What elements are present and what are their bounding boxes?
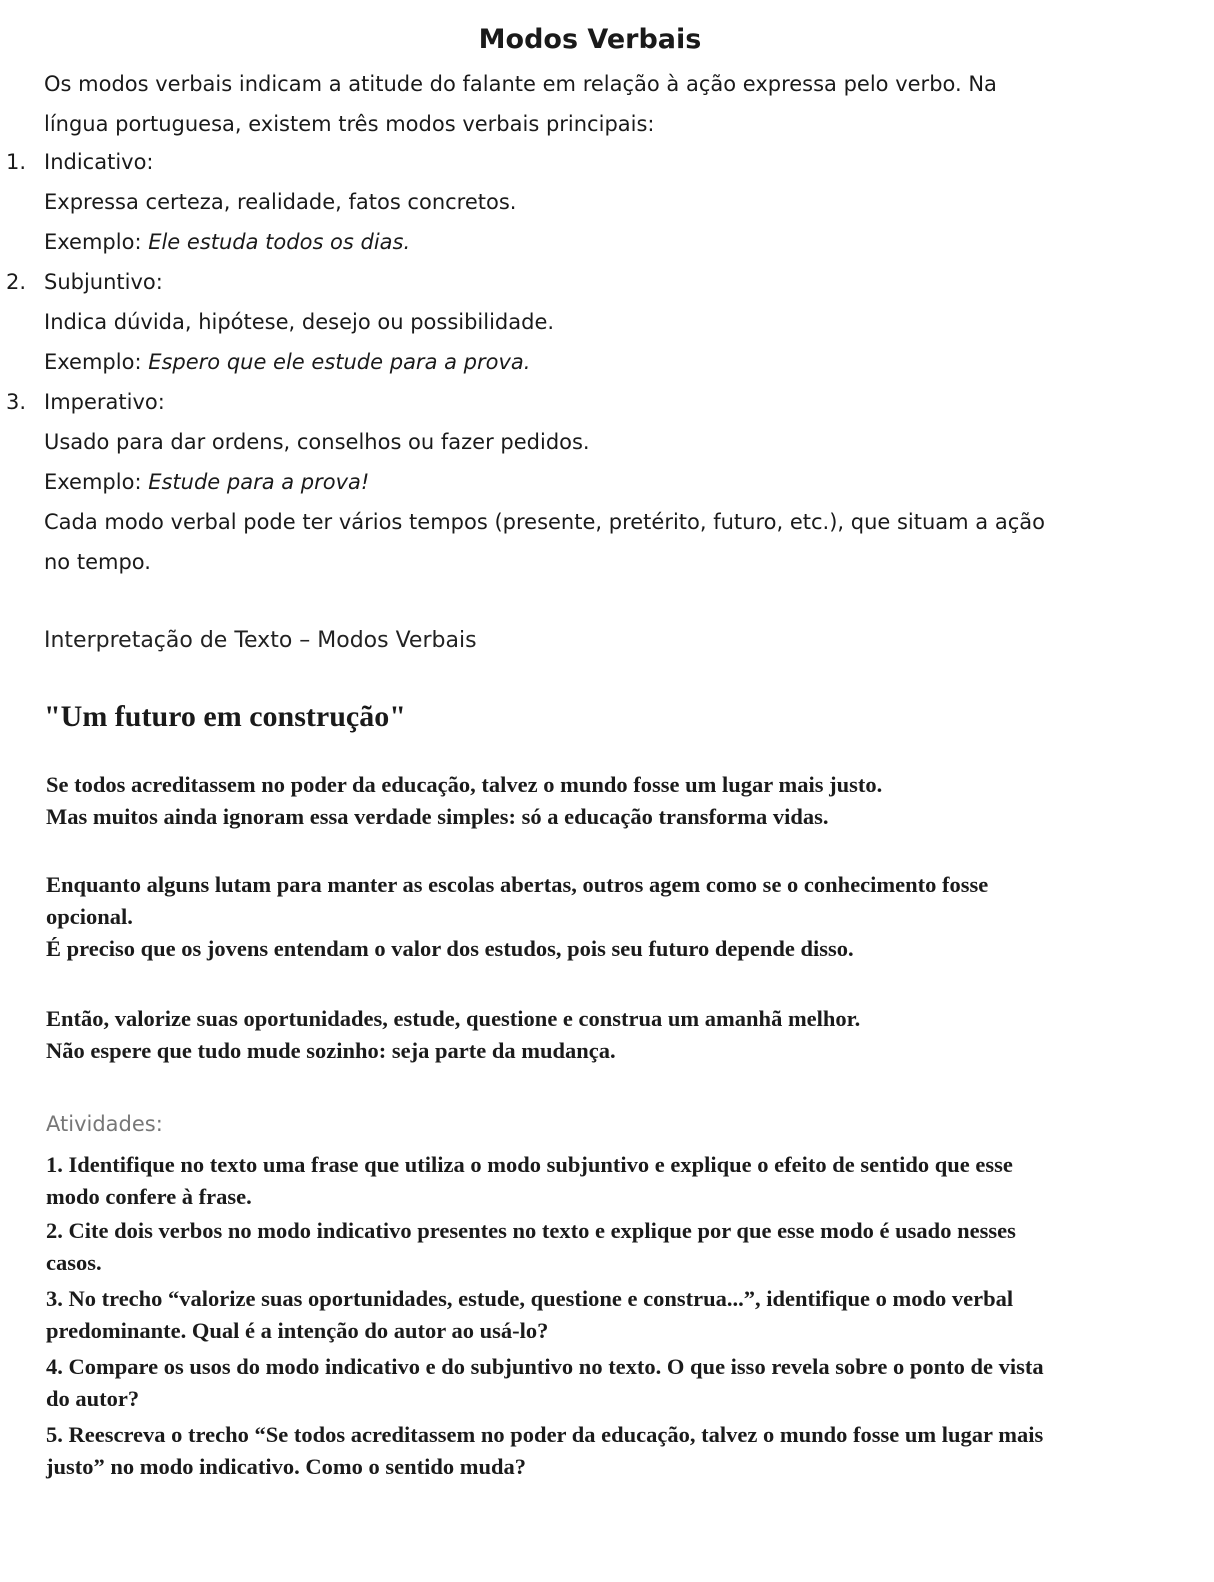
activity-line: 5. Reescreva o trecho “Se todos acreditassem no poder da educação, talvez o mundo fosse um lugar mais xyxy=(46,1422,1044,1447)
mode-1-number: 1. xyxy=(6,150,27,174)
mode-3-description: Usado para dar ordens, conselhos ou fazer pedidos. xyxy=(44,430,590,454)
closing-line-1: Cada modo verbal pode ter vários tempos (presente, pretérito, futuro, etc.), que situam a ação xyxy=(44,510,1045,534)
story-line-2: Mas muitos ainda ignoram essa verdade simples: só a educação transforma vidas. xyxy=(46,804,829,829)
mode-2-description: Indica dúvida, hipótese, desejo ou possibilidade. xyxy=(44,310,555,334)
activity-line: modo confere à frase. xyxy=(46,1184,252,1209)
mode-1-name: Indicativo: xyxy=(44,150,154,174)
mode-1-example xyxy=(44,230,410,254)
mode-2-example xyxy=(44,350,530,374)
page-title: Modos Verbais xyxy=(478,24,702,55)
mode-2-name: Subjuntivo: xyxy=(44,270,163,294)
activity-line: predominante. Qual é a intenção do autor ao usá-lo? xyxy=(46,1318,549,1343)
activities-heading: Atividades: xyxy=(46,1112,163,1136)
story-line-6: Então, valorize suas oportunidades, estude, questione e construa um amanhã melhor. xyxy=(46,1006,861,1031)
activity-line: 2. Cite dois verbos no modo indicativo presentes no texto e explique por que esse modo é usado nesses xyxy=(46,1218,1016,1243)
intro-line-1: Os modos verbais indicam a atitude do falante em relação à ação expressa pelo verbo. Na xyxy=(44,72,997,96)
story-line-4: opcional. xyxy=(46,904,133,929)
example-label: Exemplo: xyxy=(44,230,142,254)
intro-line-2: língua portuguesa, existem três modos verbais principais: xyxy=(44,112,655,136)
activity-line: 4. Compare os usos do modo indicativo e do subjuntivo no texto. O que isso revela sobre o ponto de vista xyxy=(46,1354,1044,1379)
mode-1-description: Expressa certeza, realidade, fatos concretos. xyxy=(44,190,517,214)
mode-3-number: 3. xyxy=(6,390,27,414)
example-label: Exemplo: xyxy=(44,350,142,374)
closing-line-2: no tempo. xyxy=(44,550,151,574)
activity-line: do autor? xyxy=(46,1386,140,1411)
story-line-3: Enquanto alguns lutam para manter as escolas abertas, outros agem como se o conhecimento fosse xyxy=(46,872,989,897)
activity-line: justo” no modo indicativo. Como o sentido muda? xyxy=(46,1454,527,1479)
activity-line: 3. No trecho “valorize suas oportunidades, estude, questione e construa...”, identifique o modo verbal xyxy=(46,1286,1014,1311)
mode-3-example xyxy=(44,470,369,494)
story-title: "Um futuro em construção" xyxy=(44,700,406,733)
mode-2-number: 2. xyxy=(6,270,27,294)
example-label: Exemplo: xyxy=(44,470,142,494)
mode-3-name: Imperativo: xyxy=(44,390,165,414)
example-text: Ele estuda todos os dias. xyxy=(148,230,411,254)
section-heading: Interpretação de Texto – Modos Verbais xyxy=(44,628,477,653)
activity-line: casos. xyxy=(46,1250,102,1275)
story-line-5: É preciso que os jovens entendam o valor dos estudos, pois seu futuro depende disso. xyxy=(46,936,854,961)
activity-line: 1. Identifique no texto uma frase que utiliza o modo subjuntivo e explique o efeito de sentido que esse xyxy=(46,1152,1013,1177)
example-text: Estude para a prova! xyxy=(148,470,370,494)
example-text: Espero que ele estude para a prova. xyxy=(148,350,531,374)
story-line-1: Se todos acreditassem no poder da educação, talvez o mundo fosse um lugar mais justo. xyxy=(46,772,883,797)
story-line-7: Não espere que tudo mude sozinho: seja parte da mudança. xyxy=(46,1038,616,1063)
